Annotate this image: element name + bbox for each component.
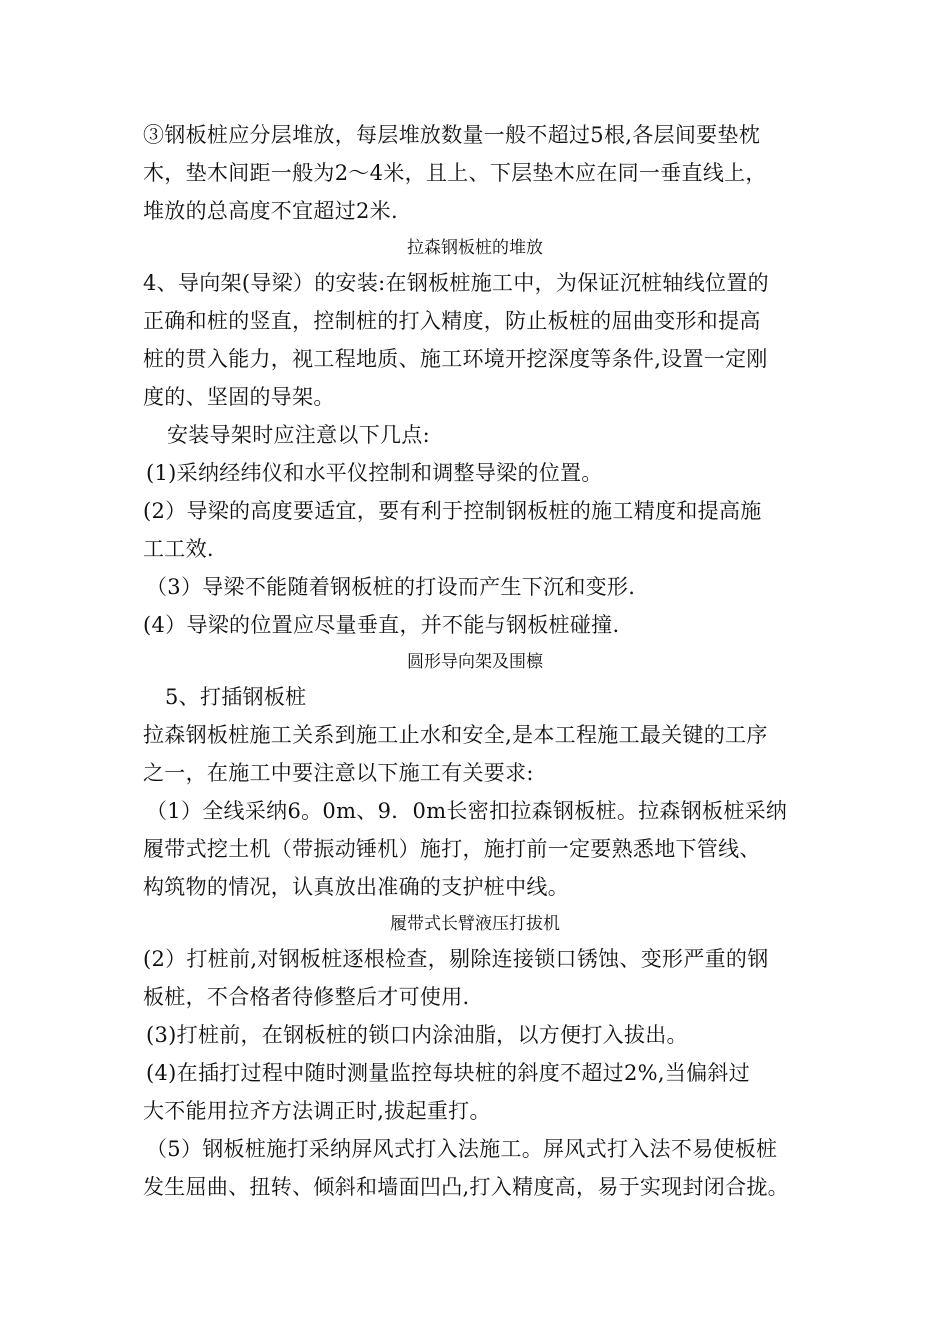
paragraph-line: 大不能用拉齐方法调正时,拔起重打。 [143, 1099, 491, 1123]
section-heading-line: 4、导向架(导梁）的安装:在钢板桩施工中，为保证沉桩轴线位置的 [143, 271, 769, 295]
paragraph-line: 履带式挖土机（带振动锤机）施打，施打前一定要熟悉地下管线、 [143, 837, 761, 861]
section-heading-line: 5、打插钢板桩 [165, 685, 307, 709]
paragraph-line: 拉森钢板桩施工关系到施工止水和安全,是本工程施工最关键的工序 [143, 723, 768, 747]
figure-caption: 拉森钢板桩的堆放 [407, 238, 543, 258]
list-item: （3）导梁不能随着钢板桩的打设而产生下沉和变形. [146, 575, 636, 599]
paragraph-line: 桩的贯入能力，视工程地质、施工环境开挖深度等条件,设置一定刚 [143, 347, 768, 371]
figure-caption: 履带式长臂液压打拔机 [390, 914, 560, 934]
paragraph-line: 发生屈曲、扭转、倾斜和墙面凹凸,打入精度高，易于实现封闭合拢。 [143, 1175, 789, 1199]
list-item: (3)打桩前，在钢板桩的锁口内涂油脂，以方便打入拔出。 [146, 1023, 688, 1047]
list-item: (2）打桩前,对钢板桩逐根检查，剔除连接锁口锈蚀、变形严重的钢 [143, 947, 769, 971]
figure-caption: 圆形导向架及围檩 [407, 652, 543, 672]
paragraph-line: 之一，在施工中要注意以下施工有关要求: [143, 761, 534, 785]
paragraph-line: 度的、坚固的导架。 [143, 385, 335, 409]
list-item: （5）钢板桩施打采纳屏风式打入法施工。屏风式打入法不易使板桩 [146, 1137, 778, 1161]
paragraph-line: ③钢板桩应分层堆放，每层堆放数量一般不超过5根,各层间要垫枕 [143, 123, 761, 147]
list-item: (2）导梁的高度要适宜，要有利于控制钢板桩的施工精度和提高施 [143, 499, 762, 523]
list-item: (1)采纳经纬仪和水平仪控制和调整导梁的位置。 [146, 461, 603, 485]
paragraph-line: 堆放的总高度不宜超过2米. [143, 199, 398, 223]
paragraph-line: 板桩，不合格者待修整后才可使用. [143, 985, 470, 1009]
paragraph-line: 安装导架时应注意以下几点: [167, 423, 430, 447]
list-item: （1）全线采纳6。0m、9．0m长密扣拉森钢板桩。拉森钢板桩采纳 [146, 799, 788, 823]
paragraph-line: 工工效. [143, 537, 214, 561]
paragraph-line: 木，垫木间距一般为2～4米，且上、下层垫木应在同一垂直线上， [143, 161, 767, 185]
paragraph-line: 正确和桩的竖直，控制桩的打入精度，防止板桩的屈曲变形和提高 [143, 309, 761, 333]
list-item: (4)在插打过程中随时测量监控每块桩的斜度不超过2%,当偏斜过 [146, 1061, 751, 1085]
paragraph-line: 构筑物的情况，认真放出准确的支护桩中线。 [143, 875, 569, 899]
list-item: (4）导梁的位置应尽量垂直，并不能与钢板桩碰撞. [143, 613, 620, 637]
